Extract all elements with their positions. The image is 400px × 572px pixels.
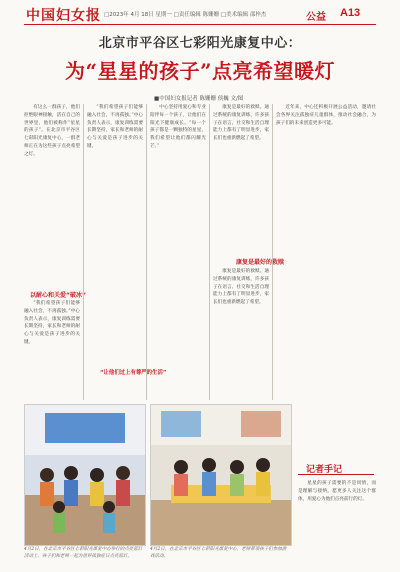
paragraph: 中心坚持用爱心和专业陪伴每一个孩子，让他们在阳光下健康成长。“每一个孩子都是一颗独特的星星，我们希望让他们都闪耀光芒。”: [150, 105, 206, 149]
paragraph: “我们希望孩子们能够融入社会，不再孤独。”中心负责人表示，康复训练需要长期坚持，家长和老师的耐心与关爱是孩子进步的关键。: [24, 301, 80, 345]
headline-area: [24, 30, 376, 90]
paragraph: 近年来，中心还积极开展公益活动，邀请社会各界关注孤独症儿童群体，推动社会融合，为孩子们的未来创造更多可能。: [276, 105, 376, 126]
paragraph: “我们希望孩子们能够融入社会，不再孤独。”中心负责人表示，康复训练需要长期坚持，家长和老师的耐心与关爱是孩子进步的关键。: [87, 105, 143, 149]
newspaper-logo: 中国妇女报: [26, 8, 101, 24]
paragraph: 康复是最好的救赎。通过系统的康复训练，许多孩子在语言、社交和生活自理能力上都有了明显进步，家长们也重新燃起了希望。: [213, 269, 269, 306]
dateline: □2023年 4月 18日 星期一 □责任编辑 陈姗姗 □美术编辑 邵梓杰: [104, 12, 267, 18]
article-column-4: [213, 104, 269, 252]
header-rule: [24, 24, 376, 25]
photo-image: [25, 405, 145, 545]
photo-lighting-ceremony: [24, 404, 146, 546]
paragraph: 康复是最好的救赎。通过系统的康复训练，许多孩子在语言、社交和生活自理能力上都有了明显进步，家长们也重新燃起了希望。: [213, 105, 269, 142]
subhead-2: “让他们过上有尊严的生活”: [100, 370, 167, 376]
photo-caption-1: 4月2日，在北京市平谷区七彩阳光康复中心举行的点亮蓝灯活动上，孩子们和老师一起为世界孤独症日点亮蓝灯。: [24, 547, 143, 559]
article-column-2: [87, 104, 143, 364]
masthead: [0, 0, 400, 26]
reporter-note-body: [298, 480, 376, 568]
paragraph: 有这么一群孩子，他们拒绝眼神接触，活在自己的世界里，他们被称作“星星的孩子”。在北京市平谷区七彩阳光康复中心，一群老师正在为这些孩子点亮希望之灯。: [24, 105, 80, 157]
page-number: A13: [340, 7, 361, 19]
article-title: 为“星星的孩子”点亮希望暖灯: [64, 59, 335, 83]
subhead-1: 以耐心和关爱“破冰”: [30, 292, 86, 299]
article-column-1: [24, 104, 80, 222]
reporter-note-label: 记者手记: [306, 465, 343, 475]
article-byline: ■中国妇女报记者 陈姗姗 侯巍 文/图: [154, 96, 244, 102]
column-divider: [83, 104, 84, 400]
column-divider: [272, 104, 273, 400]
column-divider: [146, 104, 147, 400]
paragraph: 星星的孩子需要的不是同情，而是理解与接纳。愿更多人关注这个群体，用爱心为他们点亮前行的灯。: [298, 481, 376, 502]
section-label: 公益: [306, 12, 326, 23]
article-column-1b: [24, 300, 80, 410]
column-divider: [209, 104, 210, 400]
article-kicker: 北京市平谷区七彩阳光康复中心：: [98, 36, 302, 51]
article-column-5: [276, 104, 376, 454]
article-column-3: [150, 104, 206, 400]
subhead-3: 康复是最好的救赎: [236, 259, 285, 266]
photo-classroom: [150, 404, 292, 546]
article-column-4b: [213, 268, 269, 400]
photo-caption-2: 4月2日，在北京市平谷区七彩阳光康复中心，老师带领孩子们参加游戏活动。: [150, 547, 287, 559]
photo-image: [151, 405, 291, 545]
